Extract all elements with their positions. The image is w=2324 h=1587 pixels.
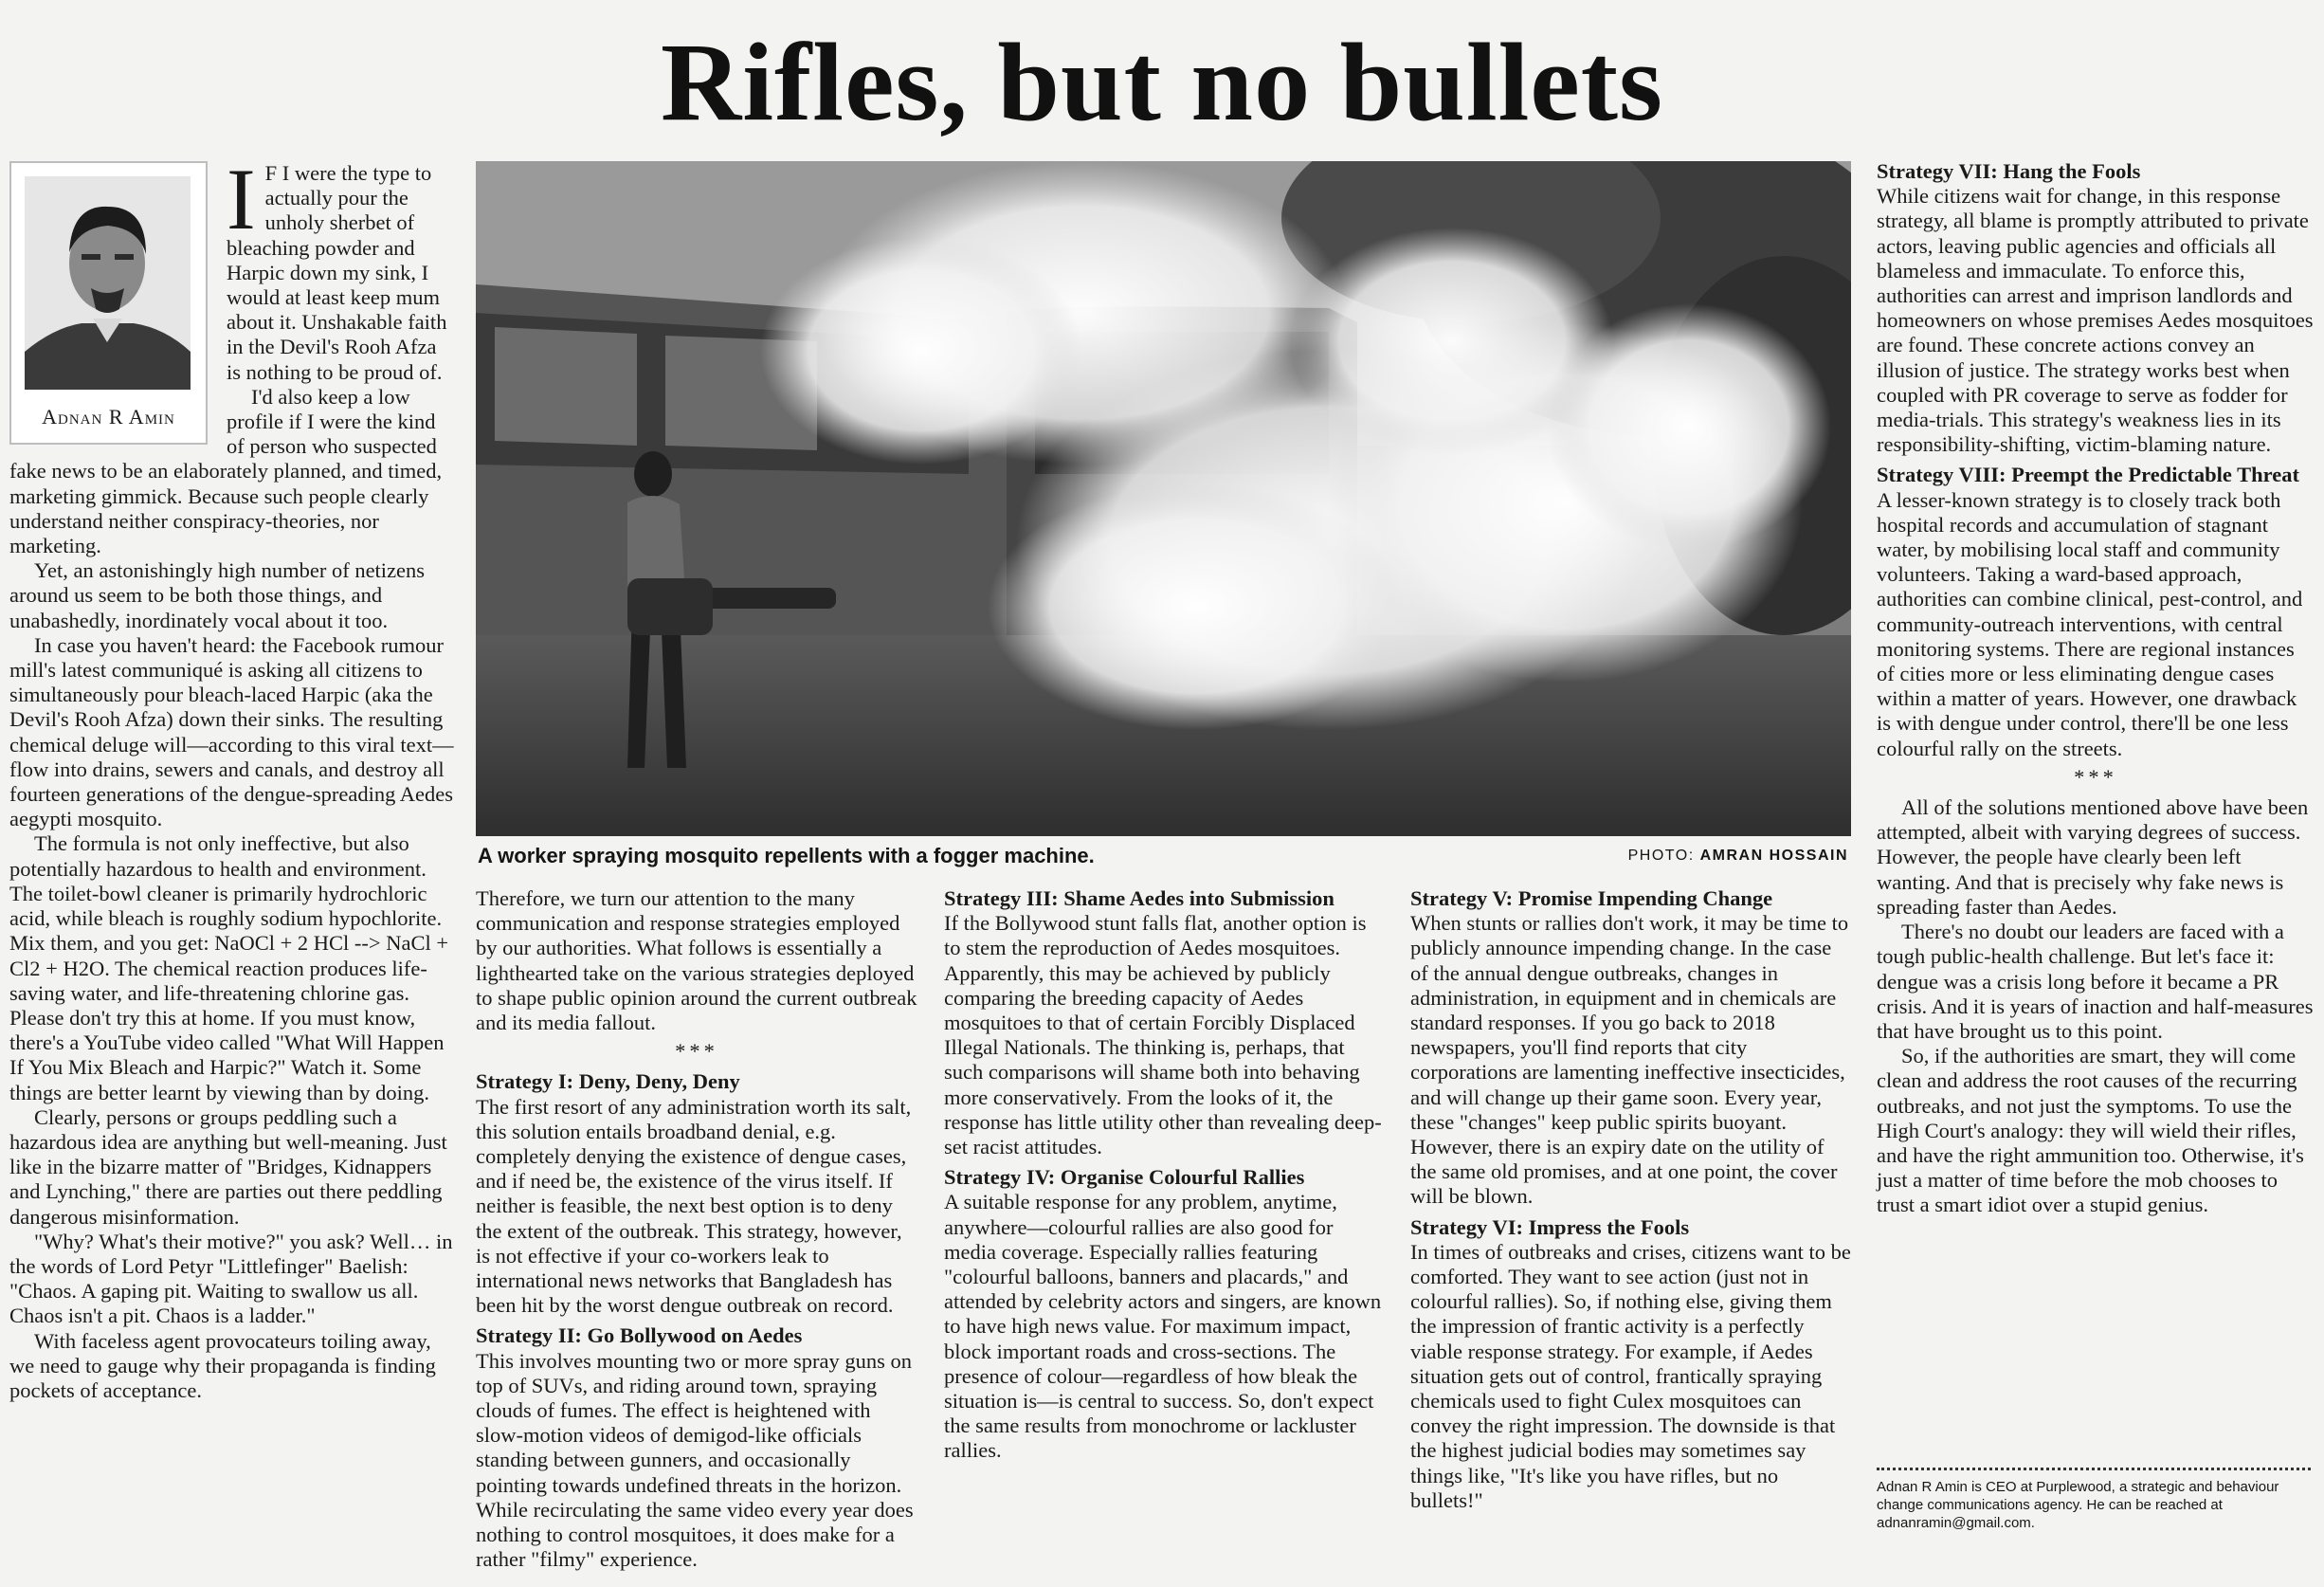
paragraph: Therefore, we turn our attention to the many communication and response strategies employed by our authorities. What follows is essentially a lighthearted take on the various strategies deployed to shape public opinion around the current outbreak and its media fallout. xyxy=(476,886,917,1035)
strategy-heading: Strategy IV: Organise Colourful Rallies xyxy=(944,1165,1305,1190)
credit-label: PHOTO: xyxy=(1627,848,1695,864)
paragraph: While citizens wait for change, in this response strategy, all blame is promptly attributed to private actors, leaving public agencies and officials all blameless and immaculate. To enforce this, authorities can arrest and imprison landlords and homeowners on whose premises Aedes mosquitoes are found. These concrete actions convey an illusion of justice. The strategy works best when coupled with PR coverage to serve as fodder for media-trials. This strategy's weakness lies in its responsibility-shifting, victim-blaming nature. xyxy=(1877,184,2314,457)
article-column-3 xyxy=(944,886,1386,1464)
author-name: Adnan R Amin xyxy=(42,404,175,429)
paragraph: There's no doubt our leaders are faced with a tough public-health challenge. But let's face it: dengue was a crisis long before it became a PR crisis. And it is years of inaction and half-measures that have brought us to this point. xyxy=(1877,920,2314,1043)
paragraph: A lesser-known strategy is to closely track both hospital records and accumulation of stagnant water, by mobilising local staff and community volunteers. Taking a ward-based approach, authorities can combine clinical, pest-control, and community-outreach interventions, with central monitoring systems. There are regional instances of cities more or less eliminating dengue cases within a matter of years. However, one drawback is with dengue under control, there'll be one less colourful rally on the streets. xyxy=(1877,487,2303,760)
photo-credit xyxy=(1628,848,1848,865)
paragraph: "Why? What's their motive?" you ask? Well… in the words of Lord Petyr "Littlefinger" Baelish: "Chaos. A gaping pit. Waiting to swallow us all. Chaos isn't a pit. Chaos is a ladder." xyxy=(9,1229,453,1328)
paragraph: I'd also keep a low profile if I were the kind of person who suspected fake news to be an elaborately planned, and timed, marketing gimmick. Because such people clearly understand neither conspiracy-theories, nor marketing. xyxy=(9,384,443,558)
article-column-4 xyxy=(1410,886,1852,1513)
news-photo xyxy=(476,161,1851,836)
article-column-1 xyxy=(9,151,455,1403)
paragraph: So, if the authorities are smart, they will come clean and address the root causes of the recurring outbreaks, and not just the symptoms. To use the High Court's analogy: they will wield their rifles, and have the right ammunition too. Otherwise, it's just a matter of time before the mob chooses to trust a smart idiot over a stupid genius. xyxy=(1877,1044,2304,1217)
paragraph: This involves mounting two or more spray guns on top of SUVs, and riding around town, spraying clouds of fumes. The effect is heightened with slow-motion videos of demigod-like officials standing between gunners, and occasionally pointing towards undefined threats in the horizon. While recirculating the same video every year does nothing to control mosquitoes, it does make for a rather "filmy" experience. xyxy=(476,1348,914,1572)
strategy-heading: Strategy VI: Impress the Fools xyxy=(1410,1214,1690,1239)
photo-caption xyxy=(478,844,1848,876)
paragraph: The first resort of any administration worth its salt, this solution entails broadband denial, e.g. completely denying the existence of dengue cases, and if need be, the existence of the virus itself. If neither is feasible, the next best option is to deny the extent of the outbreak. This strategy, however, is not effective if your co-workers leak to international news networks that Bangladesh has been hit by the worst dengue outbreak on record. xyxy=(476,1094,912,1318)
article-column-5 xyxy=(1877,159,2315,1218)
paragraph: With faceless agent provocateurs toiling away, we need to gauge why their propaganda is finding pockets of acceptance. xyxy=(9,1328,436,1402)
paragraph: A suitable response for any problem, anytime, anywhere—colourful rallies are also good for media coverage. Especially rallies featuring "colourful balloons, banners and placards," and attended by celebrity actors and singers, are known to have high news value. For maximum impact, block important roads and cross-sections. The presence of colour—regardless of how bleak the situation is—is central to success. So, don't expect the same results from monochrome or lackluster rallies. xyxy=(944,1190,1382,1463)
author-card xyxy=(9,161,208,445)
article-column-2 xyxy=(476,886,917,1572)
paragraph: If the Bollywood stunt falls flat, another option is to stem the reproduction of Aedes mosquitoes. Apparently, this may be achieved by publicly comparing the breeding capacity of Aedes mosquitoes to that of certain Forcibly Displaced Illegal Nationals. The thinking is, perhaps, that such comparisons will shame both into behaving more conservatively. From the looks of it, the response has little utility other than revealing deep-set racist attitudes. xyxy=(944,911,1382,1159)
paragraph: Yet, an astonishingly high number of netizens around us seem to be both those things, and unabashedly, inordinately vocal about it too. xyxy=(9,558,426,632)
section-separator: *** xyxy=(2074,764,2117,789)
strategy-heading: Strategy VII: Hang the Fools xyxy=(1877,159,2141,183)
paragraph: The formula is not only ineffective, but also potentially hazardous to health and environment. The toilet-bowl cleaner is primarily hydrochloric acid, while bleach is roughly sodium hypochlorite. Mix them, and you get: NaOCl + 2 HCl --> NaCl + Cl2 + H2O. The chemical reaction produces life-saving water, and life-threatening chlorine gas. Please don't try this at home. If you must know, there's a YouTube video called "What Will Happen If You Mix Bleach and Harpic?" Watch it. Some things are better learnt by viewing than by doing. xyxy=(9,831,449,1104)
strategy-heading: Strategy II: Go Bollywood on Aedes xyxy=(476,1323,803,1348)
paragraph: In times of outbreaks and crises, citizens want to be comforted. They want to see action (just not in colourful rallies). So, if nothing else, giving them the impression of frantic activity is a perfectly viable response strategy. For example, if Aedes situation gets out of control, frantically spraying chemicals used to fight Culex mosquitoes can convey the right impression. The downside is that the highest judicial bodies may sometimes say things like, "It's like you have rifles, but no bullets!" xyxy=(1410,1239,1851,1512)
paragraph: I F I were the type to actually pour the unholy sherbet of bleaching powder and Harpic down my sink, I would at least keep mum about it. Unshakable faith in the Devil's Rooh Afza is nothing to be proud of. xyxy=(227,151,447,384)
strategy-heading: Strategy I: Deny, Deny, Deny xyxy=(476,1069,740,1094)
section-separator: *** xyxy=(675,1039,718,1064)
caption-text: A worker spraying mosquito repellents with a fogger machine. xyxy=(478,844,1095,867)
paragraph: All of the solutions mentioned above have been attempted, albeit with varying degrees of success. However, the people have clearly been left wanting. And that is precisely why fake news is spreading faster than Aedes. xyxy=(1877,795,2309,919)
paragraph: In case you haven't heard: the Facebook rumour mill's latest communiqué is asking all citizens to simultaneously pour bleach-laced Harpic (aka the Devil's Rooh Afza) down their sinks. The resulting chemical deluge will—according to this viral text—flow into drains, sewers and canals, and destroy all fourteen generations of the dengue-spreading Aedes aegypti mosquito. xyxy=(9,632,454,831)
strategy-heading: Strategy III: Shame Aedes into Submission xyxy=(944,886,1334,910)
credit-name: AMRAN HOSSAIN xyxy=(1699,848,1848,864)
paragraph: When stunts or rallies don't work, it may be time to publicly announce impending change. In the case of the annual dengue outbreaks, changes in administration, in equipment and in chemicals are standard responses. If you go back to 2018 newspapers, you'll find reports that city corporations are lamenting ineffective insecticides, and will change up their game soon. Every year, these "changes" keep public spirits buoyant. However, there is an expiry date on the utility of the same old promises, and at one point, the cover will be blown. xyxy=(1410,911,1849,1209)
strategy-heading: Strategy V: Promise Impending Change xyxy=(1410,886,1773,910)
headline: Rifles, but no bullets xyxy=(661,20,1663,144)
drop-cap: I xyxy=(227,151,256,247)
author-photo xyxy=(25,176,191,390)
strategy-heading: Strategy VIII: Preempt the Predictable Threat xyxy=(1877,463,2299,487)
author-bio: Adnan R Amin is CEO at Purplewood, a strategic and behaviour change communications agency. He can be reached at adnanramin@gmail.com. xyxy=(1877,1468,2311,1532)
paragraph: Clearly, persons or groups peddling such a hazardous idea are anything but well-meaning. Just like in the bizarre matter of "Bridges, Kidnappers and Lynching," there are parties out there peddling dangerous misinformation. xyxy=(9,1104,447,1229)
